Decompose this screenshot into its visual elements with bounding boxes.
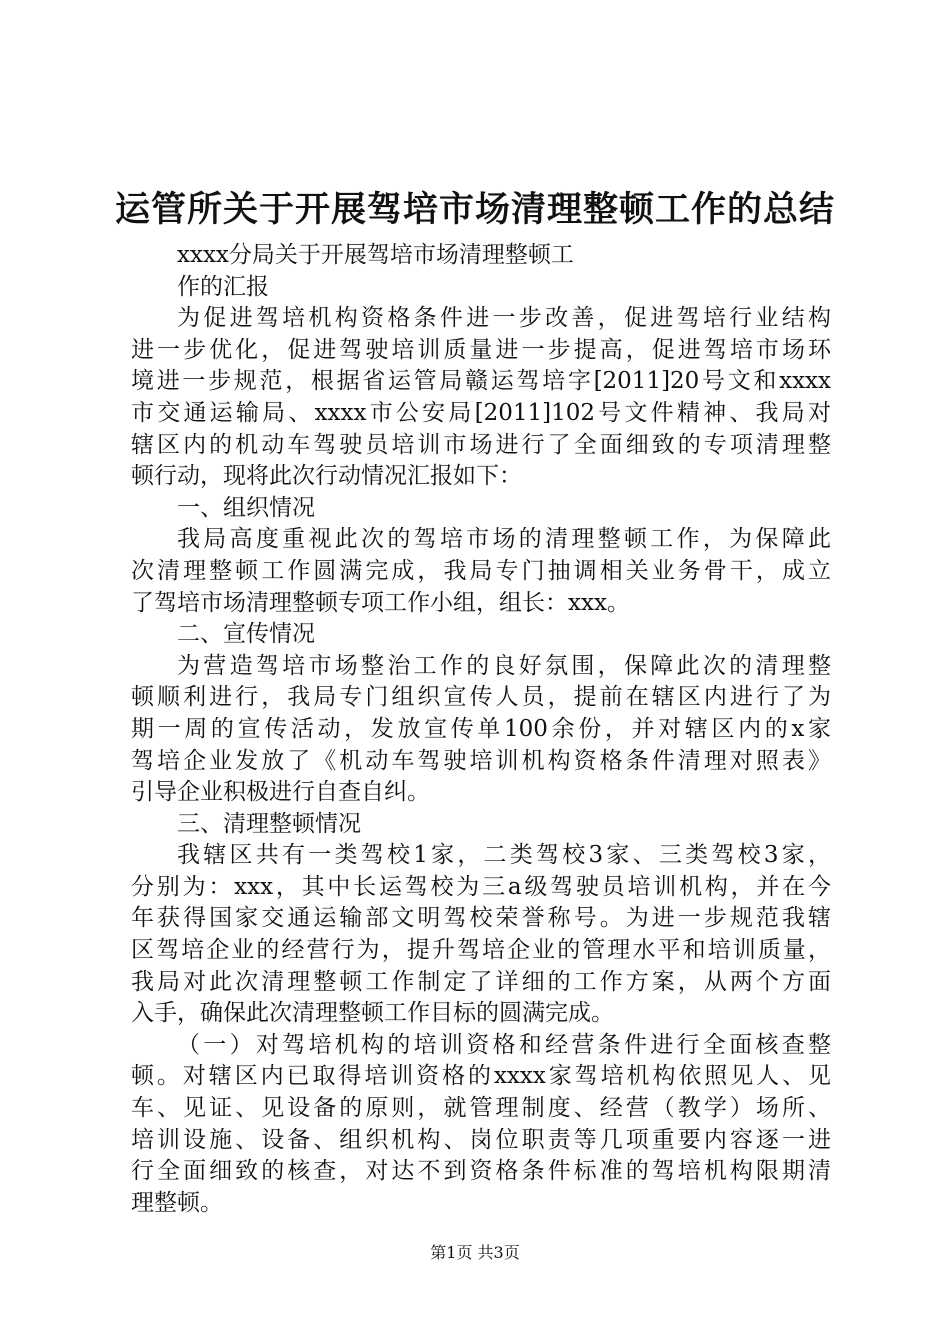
text-line: 我局对此次清理整顿工作制定了详细的工作方案，从两个方面 (131, 968, 831, 995)
text-line: 辖区内的机动车驾驶员培训市场进行了全面细致的专项清理整 (131, 431, 831, 458)
text-line: 进一步优化，促进驾驶培训质量进一步提高，促进驾培市场环 (131, 336, 831, 363)
document-body (131, 240, 831, 1219)
text-line: 境进一步规范，根据省运管局赣运驾培字[2011]20号文和xxxx (131, 368, 831, 395)
section-heading: 三、清理整顿情况 (177, 810, 361, 837)
section-heading: 一、组织情况 (177, 494, 315, 521)
text-line: 次清理整顿工作圆满完成，我局专门抽调相关业务骨干，成立 (131, 557, 831, 584)
text-line: 了驾培市场清理整顿专项工作小组，组长：xxx。 (131, 589, 630, 616)
text-line: 车、见证、见设备的原则，就管理制度、经营（教学）场所、 (131, 1095, 831, 1122)
text-line: 顿。对辖区内已取得培训资格的xxxx家驾培机构依照见人、见 (131, 1063, 831, 1090)
text-line: 为促进驾培机构资格条件进一步改善，促进驾培行业结构 (177, 305, 831, 332)
text-line: 培训设施、设备、组织机构、岗位职责等几项重要内容逐一进 (131, 1126, 831, 1153)
text-line: 市交通运输局、xxxx市公安局[2011]102号文件精神、我局对 (131, 399, 831, 426)
text-line: 顿顺利进行，我局专门组织宣传人员，提前在辖区内进行了为 (131, 684, 831, 711)
text-line: 理整顿。 (131, 1189, 223, 1216)
text-line: 行全面细致的核查，对达不到资格条件标准的驾培机构限期清 (131, 1158, 831, 1185)
text-line: 为营造驾培市场整治工作的良好氛围，保障此次的清理整 (177, 652, 831, 679)
text-line: 区驾培企业的经营行为，提升驾培企业的管理水平和培训质量， (131, 937, 831, 964)
document-title: 运管所关于开展驾培市场清理整顿工作的总结 (114, 190, 835, 230)
section-heading: 二、宣传情况 (177, 621, 315, 648)
text-line: 驾培企业发放了《机动车驾驶培训机构资格条件清理对照表》 (131, 747, 831, 774)
text-line: 顿行动，现将此次行动情况汇报如下： (131, 463, 522, 490)
text-line: 入手，确保此次清理整顿工作目标的圆满完成。 (131, 1000, 614, 1027)
subtitle-line: xxxx分局关于开展驾培市场清理整顿工 (177, 242, 574, 268)
text-line: 期一周的宣传活动，发放宣传单100余份，并对辖区内的x家 (131, 715, 831, 742)
text-line: 引导企业积极进行自查自纠。 (131, 779, 430, 806)
text-line: 分别为：xxx，其中长运驾校为三a级驾驶员培训机构，并在今 (131, 873, 831, 900)
subtitle-line: 作的汇报 (177, 273, 269, 300)
page-number: 第1页 共3页 (430, 1243, 520, 1262)
text-line: 年获得国家交通运输部文明驾校荣誉称号。为进一步规范我辖 (131, 905, 831, 932)
text-line: 我局高度重视此次的驾培市场的清理整顿工作，为保障此 (177, 526, 831, 553)
text-line: 我辖区共有一类驾校1家，二类驾校3家、三类驾校3家， (177, 842, 831, 869)
text-line: （一）对驾培机构的培训资格和经营条件进行全面核查整 (177, 1031, 831, 1058)
